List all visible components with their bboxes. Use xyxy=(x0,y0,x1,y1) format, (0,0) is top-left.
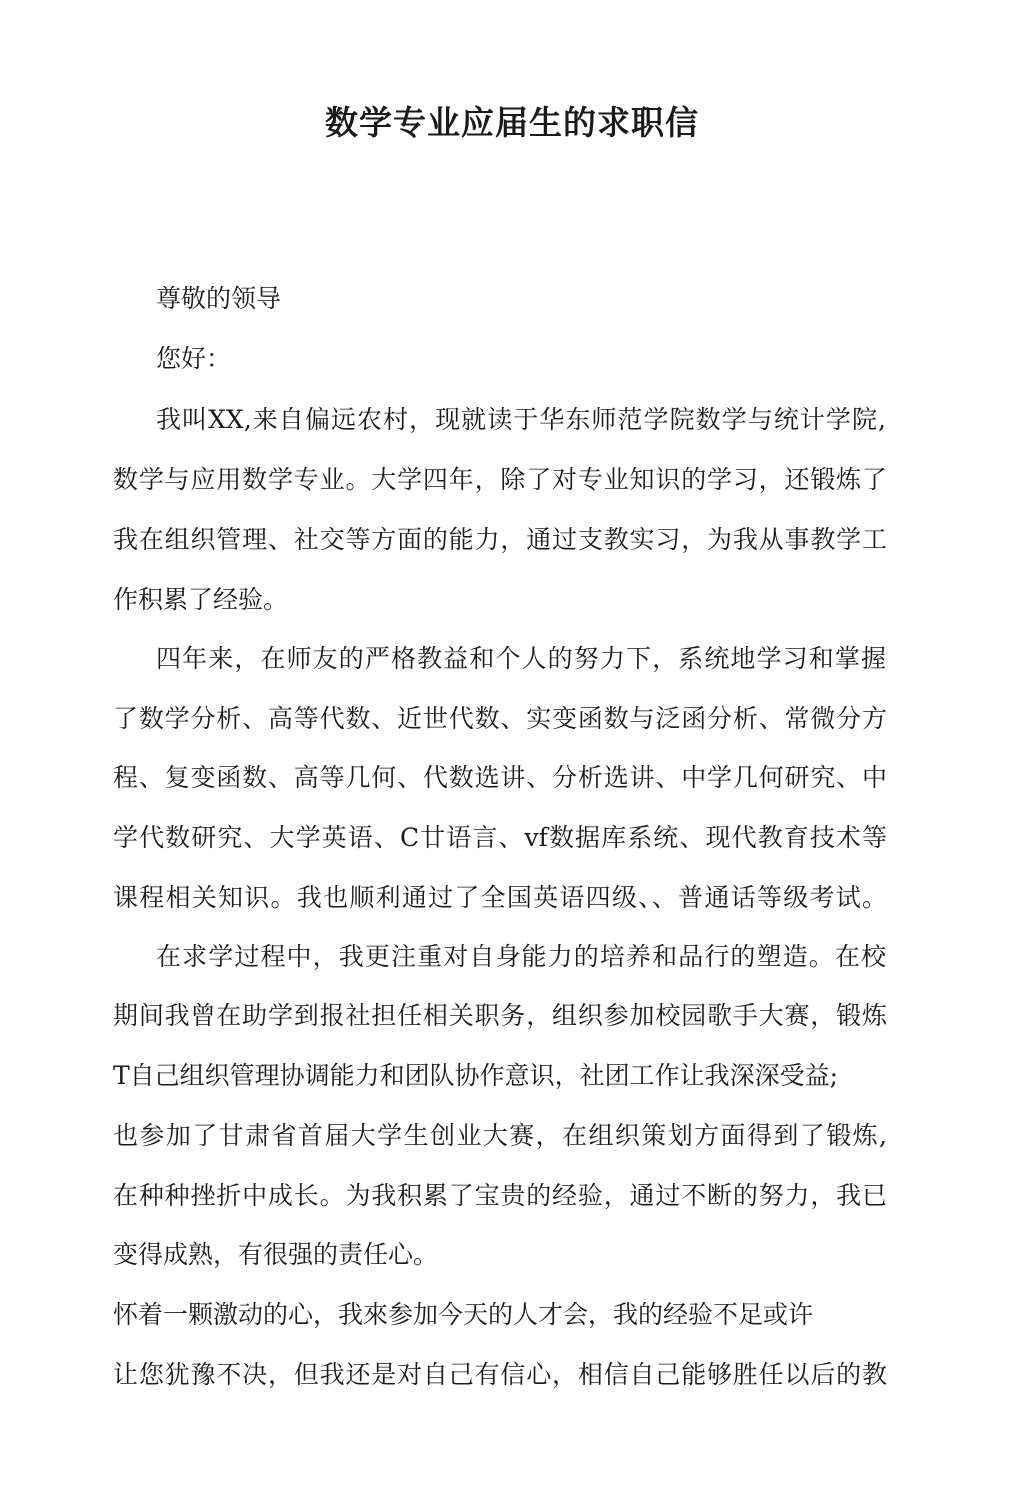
paragraph-line: 学代数研究、大学英语、C廿语言、vf数据库系统、现代教育技术等 xyxy=(113,823,887,852)
paragraph-line: 四年来，在师友的严格教益和个人的努力下，系统地学习和掌握 xyxy=(156,644,886,673)
paragraph-line: 在种种挫折中成长。为我积累了宝贵的经验，通过不断的努力，我已 xyxy=(113,1181,887,1210)
paragraph-line: 课程相关知识。我也顺利通过了全国英语四级、、普通话等级考试。 xyxy=(113,883,887,912)
paragraph-line: 作积累了经验。 xyxy=(113,585,289,614)
paragraph-line: T自己组织管理协调能力和团队协作意识，社团工作让我深深受益; xyxy=(113,1061,839,1090)
paragraph-line: 让您犹豫不决，但我还是对自己有信心，相信自己能够胜任以后的教 xyxy=(113,1360,887,1389)
paragraph-line: 也参加了甘肃省首届大学生创业大赛，在组织策划方面得到了锻炼, xyxy=(113,1121,887,1150)
paragraph-line: 变得成熟，有很强的责任心。 xyxy=(113,1240,439,1269)
paragraph-line: 在求学过程中，我更注重对自身能力的培养和品行的塑造。在校 xyxy=(156,942,886,971)
paragraph-line: 我叫XX,来自偏远农村，现就读于华东师范学院数学与统计学院, xyxy=(156,405,886,434)
paragraph-line: 程、复变函数、高等几何、代数选讲、分析选讲、中学几何研究、中 xyxy=(113,763,887,792)
paragraph-line: 我在组织管理、社交等方面的能力，通过支教实习，为我从事教学工 xyxy=(113,525,887,554)
paragraph-line: 怀着一颗激动的心，我來参加今天的人才会，我的经验不足或许 xyxy=(113,1300,814,1329)
salutation: 尊敬的领导 xyxy=(156,284,282,313)
paragraph-line: 数学与应用数学专业。大学四年，除了对专业知识的学习，还锻炼了 xyxy=(113,465,887,494)
paragraph-line: 了数学分析、高等代数、近世代数、实变函数与泛函分析、常微分方 xyxy=(113,704,887,733)
paragraph-line: 期间我曾在助学到报社担任相关职务，组织参加校园歌手大赛，锻炼 xyxy=(113,1001,887,1030)
greeting: 您好： xyxy=(156,344,232,373)
document-title: 数学专业应届生的求职信 xyxy=(325,103,699,142)
